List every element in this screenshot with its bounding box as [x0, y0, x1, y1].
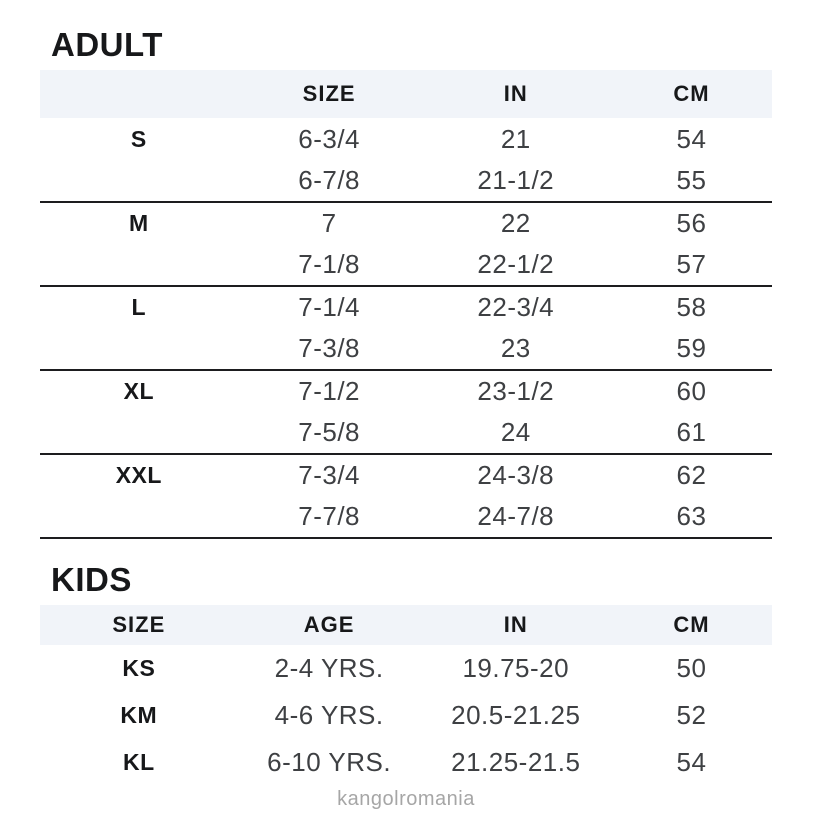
cell-size: 7 [321, 208, 337, 238]
cell-in: 23 [500, 333, 531, 363]
table-row [40, 496, 772, 538]
cell-cm: 54 [676, 747, 707, 777]
cell-cm: 61 [676, 417, 707, 447]
cell-size: 7-5/8 [298, 417, 360, 447]
cell-size: 7-7/8 [298, 501, 360, 531]
size-group-label: M [128, 210, 149, 236]
cell-in: 19.75-20 [462, 653, 570, 683]
size-group-label [40, 328, 238, 370]
cell-in: 23-1/2 [477, 376, 555, 406]
kids-column-header-in: IN [503, 612, 528, 637]
kids-size-table [40, 605, 772, 786]
cell-cm: 57 [676, 249, 707, 279]
cell-in: 24-3/8 [477, 460, 555, 490]
cell-cm: 56 [676, 208, 707, 238]
size-chart-page [40, 0, 772, 812]
table-row [40, 454, 772, 496]
cell-cm: 54 [676, 123, 707, 154]
cell-age: 4-6 YRS. [274, 700, 384, 730]
cell-size: 6-3/4 [298, 123, 360, 154]
size-group-label: XXL [115, 462, 162, 488]
cell-age: 6-10 YRS. [267, 747, 392, 777]
kids-column-header-cm: CM [673, 612, 710, 637]
cell-in: 22-1/2 [477, 249, 555, 279]
size-group-label [40, 412, 238, 454]
cell-in: 22 [500, 208, 531, 238]
kids-column-header-age: AGE [303, 612, 355, 637]
kids-header-row [40, 605, 772, 645]
cell-size: 7-1/2 [298, 376, 360, 406]
cell-cm: 60 [676, 376, 707, 406]
cell-size: 7-3/8 [298, 333, 360, 363]
adult-column-header-cm: CM [673, 81, 710, 106]
cell-in: 21-1/2 [477, 165, 555, 195]
kids-column-header-size: SIZE [112, 612, 166, 637]
cell-size: 7-1/4 [298, 292, 360, 322]
size-group-label: XL [123, 378, 154, 404]
adult-header-row [40, 70, 772, 118]
cell-size: 7-1/8 [298, 249, 360, 279]
table-row [40, 645, 772, 692]
cell-cm: 52 [676, 700, 707, 730]
cell-in: 20.5-21.25 [451, 700, 581, 730]
table-row [40, 118, 772, 160]
cell-size: 6-7/8 [298, 165, 360, 195]
cell-cm: 50 [676, 653, 707, 683]
cell-in: 21 [500, 123, 531, 154]
size-group-label [40, 244, 238, 286]
size-group-label [40, 160, 238, 202]
table-row [40, 202, 772, 244]
kids-section-title: KIDS [51, 561, 132, 598]
cell-cm: 58 [676, 292, 707, 322]
table-row [40, 739, 772, 786]
adult-column-header-in: IN [503, 81, 528, 106]
cell-cm: 63 [676, 501, 707, 531]
adult-column-header-size: SIZE [302, 81, 356, 106]
cell-cm: 59 [676, 333, 707, 363]
size-group-label [40, 496, 238, 538]
cell-age: 2-4 YRS. [274, 653, 384, 683]
brand-watermark: kangolromania [337, 788, 475, 810]
size-group-label: S [130, 125, 147, 152]
table-row [40, 286, 772, 328]
cell-in: 21.25-21.5 [451, 747, 581, 777]
cell-cm: 62 [676, 460, 707, 490]
table-row [40, 692, 772, 739]
cell-in: 24-7/8 [477, 501, 555, 531]
adult-size-table [40, 70, 772, 539]
table-row [40, 328, 772, 370]
size-group-label: KL [122, 749, 155, 775]
table-row [40, 244, 772, 286]
adult-column-header-blank [40, 70, 238, 118]
adult-section-title: ADULT [51, 26, 163, 63]
table-row [40, 160, 772, 202]
cell-in: 22-3/4 [477, 292, 555, 322]
cell-cm: 55 [676, 165, 707, 195]
table-row [40, 412, 772, 454]
cell-in: 24 [500, 417, 531, 447]
size-group-label: L [131, 294, 147, 320]
table-row [40, 370, 772, 412]
cell-size: 7-3/4 [298, 460, 360, 490]
size-group-label: KS [122, 655, 156, 681]
size-group-label: KM [120, 702, 158, 728]
